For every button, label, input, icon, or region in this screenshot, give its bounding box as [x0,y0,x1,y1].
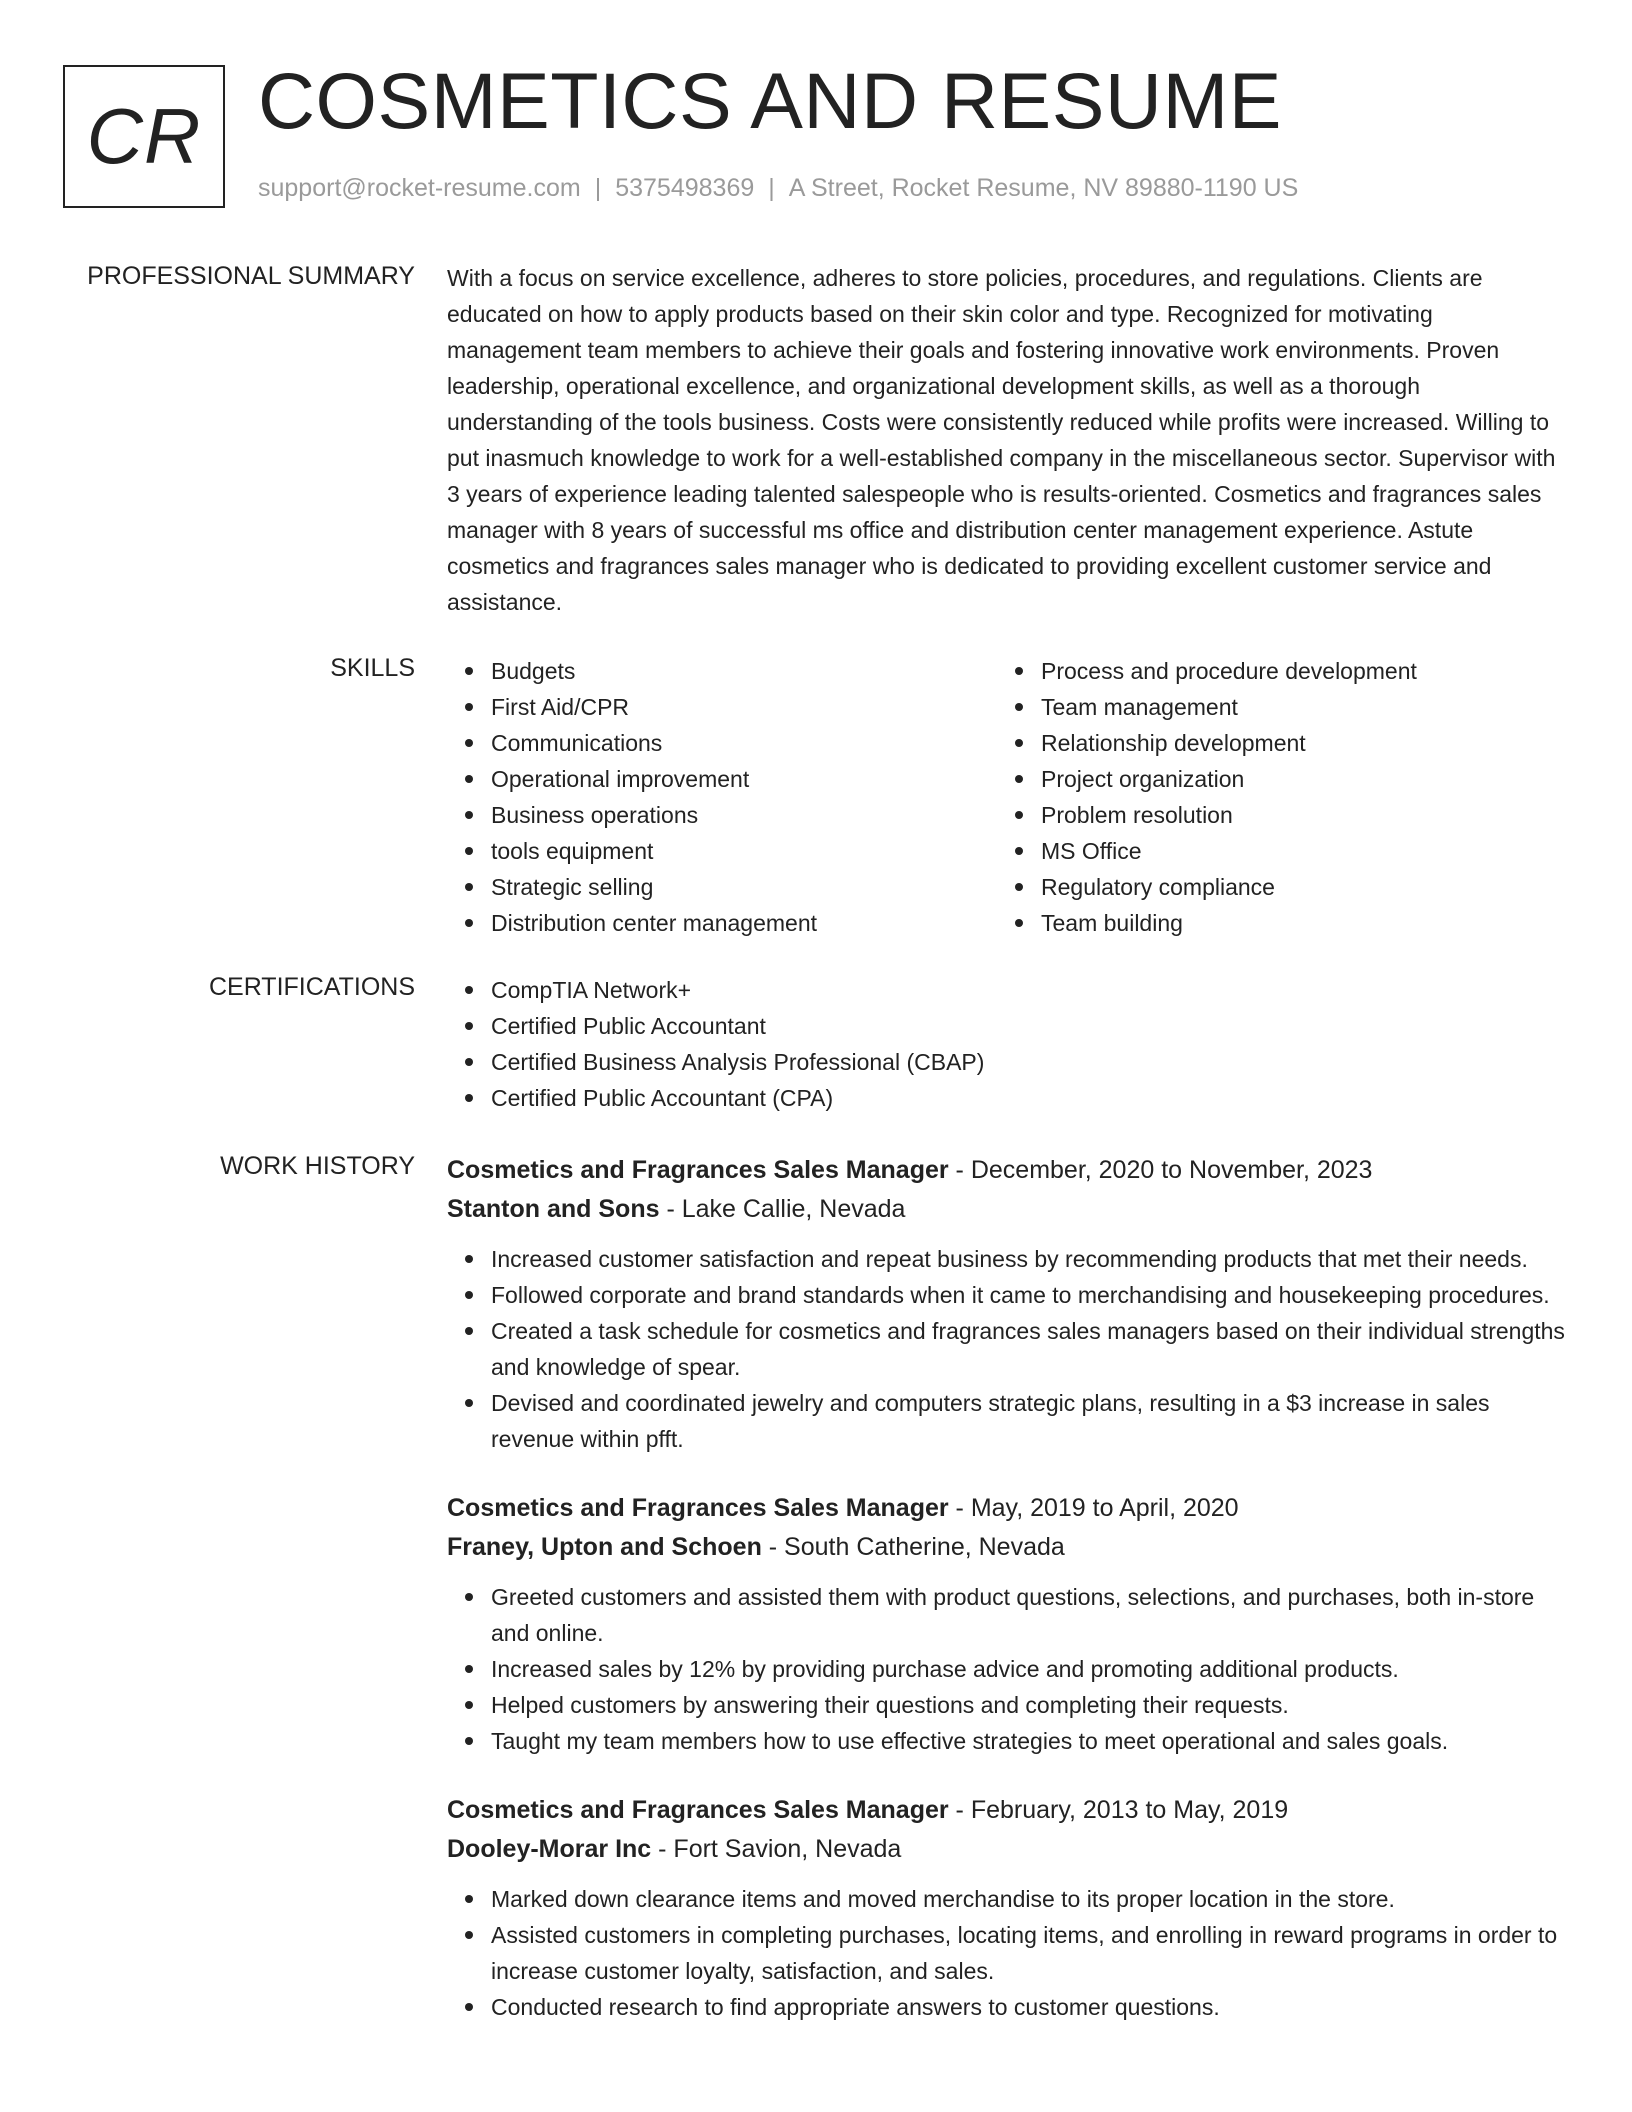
job-company: Dooley-Morar Inc [447,1835,652,1863]
job-title: Cosmetics and Fragrances Sales Manager [447,1156,949,1184]
job-location: - Fort Savion, Nevada [651,1835,902,1863]
skills-heading: SKILLS [330,654,415,682]
contact-line [258,174,1298,203]
job-company-line [447,1190,1565,1229]
skill-item: tools equipment [491,833,997,869]
job-duty-item: Taught my team members how to use effective strategies to meet operational and sales goals. [491,1723,1565,1759]
job-duty-item: Followed corporate and brand standards when it came to merchandising and housekeeping procedures. [491,1277,1565,1313]
summary-section [447,260,1565,620]
skill-item: Process and procedure development [1041,653,1547,689]
job-location: - Lake Callie, Nevada [659,1195,906,1223]
job-entry [447,1489,1565,1759]
job-duties-list [447,1241,1565,1457]
job-entry [447,1791,1565,2025]
job-duty-item: Conducted research to find appropriate answers to customer questions. [491,1989,1565,2025]
job-duties-list [447,1579,1565,1759]
skill-item: Team building [1041,905,1547,941]
job-dates: - December, 2020 to November, 2023 [948,1156,1373,1184]
job-company: Franey, Upton and Schoen [447,1533,762,1561]
skill-item: Team management [1041,689,1547,725]
job-dates: - May, 2019 to April, 2020 [948,1494,1239,1522]
job-duty-item: Devised and coordinated jewelry and computers strategic plans, resulting in a $3 increase in sales revenue within pfft. [491,1385,1565,1457]
job-title-line [447,1791,1565,1830]
summary-heading: PROFESSIONAL SUMMARY [87,262,415,290]
job-company-line [447,1528,1565,1567]
skills-section [447,653,1565,941]
contact-phone[interactable]: 5375498369 [615,174,755,202]
job-duties-list [447,1881,1565,2025]
contact-separator: | [594,174,602,202]
skill-item: Regulatory compliance [1041,869,1547,905]
job-duty-item: Assisted customers in completing purchases, locating items, and enrolling in reward programs in order to increase customer loyalty, satisfaction, and sales. [491,1917,1565,1989]
skills-list-left [447,653,997,941]
job-dates: - February, 2013 to May, 2019 [948,1796,1289,1824]
certifications-section [447,972,1565,1116]
monogram-logo: CR [63,65,225,208]
certifications-heading: CERTIFICATIONS [208,973,415,1001]
certification-item: CompTIA Network+ [491,972,1565,1008]
skill-item: Strategic selling [491,869,997,905]
job-company: Stanton and Sons [447,1195,660,1223]
job-duty-item: Helped customers by answering their questions and completing their requests. [491,1687,1565,1723]
skill-item: Project organization [1041,761,1547,797]
certification-item: Certified Public Accountant (CPA) [491,1080,1565,1116]
skill-item: First Aid/CPR [491,689,997,725]
certification-item: Certified Business Analysis Professional (CBAP) [491,1044,1565,1080]
skill-item: Problem resolution [1041,797,1547,833]
job-duty-item: Greeted customers and assisted them with product questions, selections, and purchases, both in-store and online. [491,1579,1565,1651]
skills-column-right [997,653,1547,941]
job-company-line [447,1830,1565,1869]
skill-item: Communications [491,725,997,761]
job-duty-item: Increased customer satisfaction and repeat business by recommending products that met their needs. [491,1241,1565,1277]
contact-separator: | [768,174,775,202]
skill-item: Budgets [491,653,997,689]
skill-item: Operational improvement [491,761,997,797]
work-history-heading: WORK HISTORY [220,1152,415,1180]
skill-item: MS Office [1041,833,1547,869]
contact-email[interactable]: support@rocket-resume.com [258,174,581,202]
summary-text: With a focus on service excellence, adheres to store policies, procedures, and regulations. Clients are educated on how to apply products based on their skin color and type. Recognized for motivating management team members to achieve their goals and fostering innovative work environments. Proven leadership, operational excellence, and organizational development skills, as well as a thorough understanding of the tools business. Costs were consistently reduced while profits were increased. Willing to put inasmuch knowledge to work for a well-established company in the miscellaneous sector. Supervisor with 3 years of experience leading talented salespeople who is results-oriented. Cosmetics and fragrances sales manager with 8 years of successful ms office and distribution center management experience. Astute cosmetics and fragrances sales manager who is dedicated to providing excellent customer service and assistance. [447,265,1556,615]
work-history-section [447,1151,1565,2057]
job-title: Cosmetics and Fragrances Sales Manager [447,1494,949,1522]
job-duty-item: Created a task schedule for cosmetics and fragrances sales managers based on their individual strengths and knowledge of spear. [491,1313,1565,1385]
job-title-line [447,1489,1565,1528]
skills-list-right [997,653,1547,941]
contact-address: A Street, Rocket Resume, NV 89880-1190 US [788,174,1299,202]
job-title: Cosmetics and Fragrances Sales Manager [447,1796,949,1824]
page-title: COSMETICS AND RESUME [258,56,1282,145]
skill-item: Distribution center management [491,905,997,941]
job-title-line [447,1151,1565,1190]
job-duty-item: Increased sales by 12% by providing purchase advice and promoting additional products. [491,1651,1565,1687]
skill-item: Business operations [491,797,997,833]
certification-item: Certified Public Accountant [491,1008,1565,1044]
job-location: - South Catherine, Nevada [761,1533,1065,1561]
job-duty-item: Marked down clearance items and moved merchandise to its proper location in the store. [491,1881,1565,1917]
skills-column-left [447,653,997,941]
skill-item: Relationship development [1041,725,1547,761]
job-entry [447,1151,1565,1457]
certifications-list [447,972,1565,1116]
